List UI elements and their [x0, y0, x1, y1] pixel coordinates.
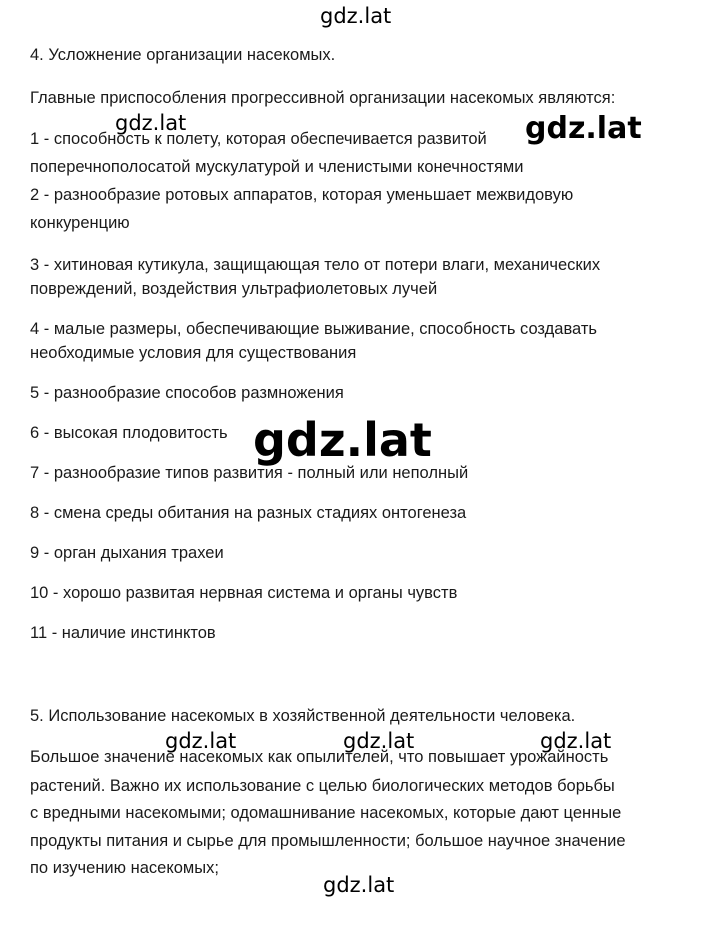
list-item: необходимые условия для существования [30, 344, 357, 362]
list-item: 10 - хорошо развитая нервная система и органы чувств [30, 584, 458, 602]
list-item: 1 - способность к полету, которая обеспечивается развитой [30, 130, 487, 148]
paragraph-line: с вредными насекомыми; одомашнивание насекомых, которые дают ценные [30, 804, 622, 822]
section4-heading: 4. Усложнение организации насекомых. [30, 46, 336, 64]
paragraph-line: продукты питания и сырье для промышленности; большое научное значение [30, 832, 626, 850]
paragraph-line: растений. Важно их использование с целью биологических методов борьбы [30, 777, 615, 795]
list-item: 9 - орган дыхания трахеи [30, 544, 224, 562]
list-item: 4 - малые размеры, обеспечивающие выживание, способность создавать [30, 320, 597, 338]
paragraph-line: Большое значение насекомых как опылителей, что повышает урожайность [30, 748, 609, 766]
list-item: 8 - смена среды обитания на разных стадиях онтогенеза [30, 504, 467, 522]
watermark: gdz.lat [525, 111, 642, 146]
watermark-center: gdz.lat [253, 413, 432, 467]
list-item: 7 - разнообразие типов развития - полный или неполный [30, 464, 469, 482]
list-item: 3 - хитиновая кутикула, защищающая тело от потери влаги, механических [30, 256, 601, 274]
watermark-top: gdz.lat [320, 4, 392, 28]
list-item: 11 - наличие инстинктов [30, 624, 216, 642]
watermark: gdz.lat [115, 111, 187, 135]
list-item: конкуренцию [30, 214, 130, 232]
list-item: повреждений, воздействия ультрафиолетовых лучей [30, 280, 438, 298]
watermark: gdz.lat [165, 729, 237, 753]
paragraph-line: по изучению насекомых; [30, 859, 219, 877]
watermark: gdz.lat [343, 729, 415, 753]
section5-heading: 5. Использование насекомых в хозяйственной деятельности человека. [30, 707, 576, 725]
list-item: 2 - разнообразие ротовых аппаратов, которая уменьшает межвидовую [30, 186, 574, 204]
list-item: поперечнополосатой мускулатурой и членистыми конечностями [30, 158, 524, 176]
section4-intro: Главные приспособления прогрессивной организации насекомых являются: [30, 89, 616, 107]
list-item: 6 - высокая плодовитость [30, 424, 228, 442]
list-item: 5 - разнообразие способов размножения [30, 384, 344, 402]
watermark-bottom: gdz.lat [323, 873, 395, 897]
watermark: gdz.lat [540, 729, 612, 753]
